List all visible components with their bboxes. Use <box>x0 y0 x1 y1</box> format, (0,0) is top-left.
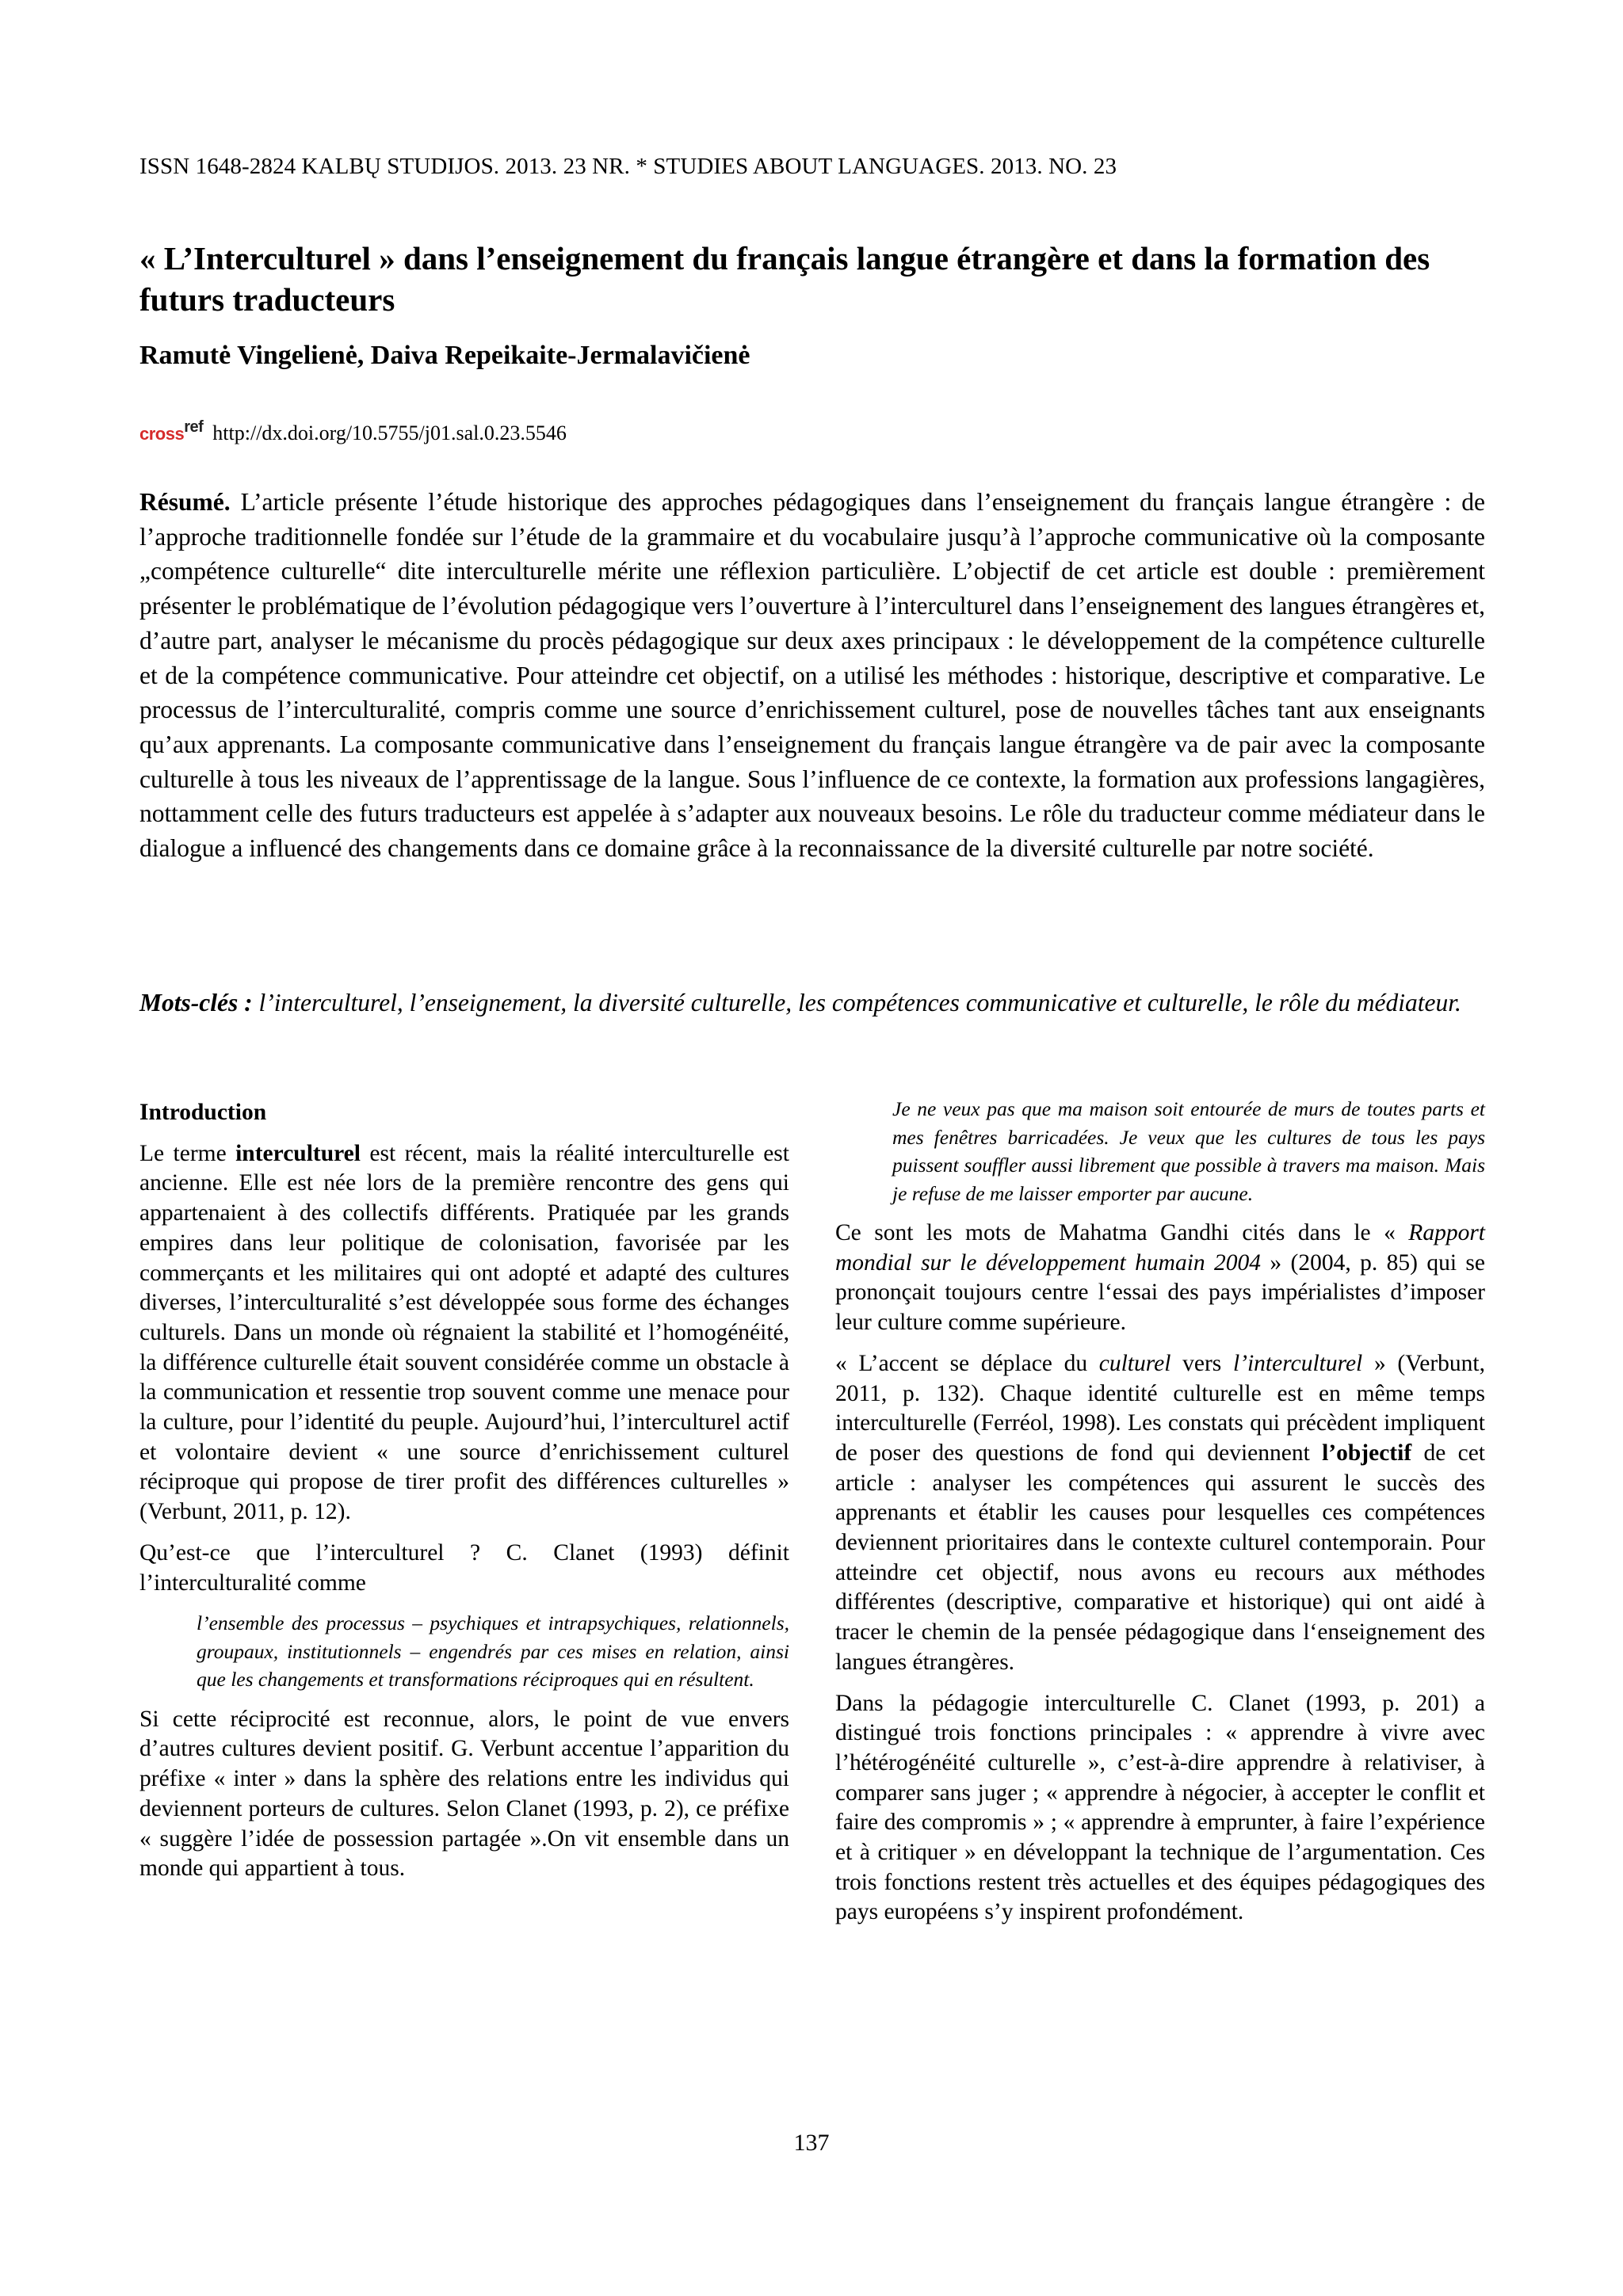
right-paragraph-1 <box>835 1219 1485 1338</box>
text-run: est récent, mais la réalité interculturelle est ancienne. Elle est née lors de la première rencontre des gens qui appartenaient à des collectifs différents. Pratiquée par les grands empires dans leur politique de colonisation, favorisée par les commerçants et les militaires qui ont adopté et adapté des cultures diverses, l’interculturalité s’est développée sous forme des échanges culturels. Dans un monde où régnaient la stabilité et l’homogénéité, la différence culturelle était souvent considérée comme un obstacle à la communication et ressentie trop souvent comme une menace pour la culture, pour l’identité du peuple. Aujourd’hui, l’interculturel actif et volontaire devient « une source d’enrichissement culturel réciproque qui propose de tirer profit des différences culturelles » (Verbunt, 2011, p. 12). <box>139 1140 789 1525</box>
keywords <box>139 986 1485 1020</box>
doi-line <box>139 418 567 445</box>
crossref-logo-icon <box>139 418 203 444</box>
right-column <box>835 1095 1485 1928</box>
report-title: Rapport mondial sur le développement humain 2004 <box>835 1220 1485 1276</box>
doi-link[interactable]: http://dx.doi.org/10.5755/j01.sal.0.23.5546 <box>212 421 567 444</box>
abstract <box>139 485 1485 866</box>
right-paragraph-2 <box>835 1349 1485 1678</box>
journal-header: ISSN 1648-2824 KALBŲ STUDIJOS. 2013. 23 NR. * STUDIES ABOUT LANGUAGES. 2013. NO. 23 <box>139 154 1117 179</box>
block-quote-clanet: l’ensemble des processus – psychiques et intrapsychiques, relationnels, groupaux, institutionnels – engendrés par ces mises en relation, ainsi que les changements et transformations réciproques qui en résultent. <box>197 1611 789 1691</box>
abstract-label: Résumé. <box>139 488 231 516</box>
article-title: « L’Interculturel » dans l’enseignement du français langue étrangère et dans la formation des futurs traducteurs <box>139 240 1430 318</box>
left-column <box>139 1098 789 1884</box>
term-interculturel: interculturel <box>235 1140 361 1166</box>
page-number: 137 <box>793 2130 830 2156</box>
text-run: vers <box>1170 1350 1233 1376</box>
text-run: de cet article : analyser les compétences qui assurent le succès des apprenants et établir les causes pour lesquelles ces compétences deviennent prioritaires dans le contexte culturel contemporain. Pour atteindre cet objectif, nous avons eu recours aux méthodes différentes (descriptive, comparative et historique) qui ont aidé à tracer le chemin de la pensée pédagogique dans l‘enseignement des langues étrangères. <box>835 1440 1486 1675</box>
term-linterculturel: l’interculturel <box>1232 1350 1363 1376</box>
right-paragraph-3: Dans la pédagogie interculturelle C. Clanet (1993, p. 201) a distingué trois fonctions principales : « apprendre à vivre avec l’hétérogénéité culturelle », c’est-à-dire apprendre à relativiser, à comparer sans juger ; « apprendre à négocier, à accepter le conflit et faire des compromis » ; « apprendre à emprunter, à faire l’expérience et à critiquer » en développant la technique de l’argumentation. Ces trois fonctions restent très actuelles et des équipes pédagogiques des pays européens s’y inspirent profondément. <box>835 1690 1485 1925</box>
section-heading-introduction: Introduction <box>139 1100 267 1125</box>
crossref-logo-text: cross <box>139 424 185 444</box>
article-authors: Ramutė Vingelienė, Daiva Repeikaite-Jermalavičienė <box>139 341 750 370</box>
block-quote-gandhi: Je ne veux pas que ma maison soit entourée de murs de toutes parts et mes fenêtres barricadées. Je veux que les cultures de tous les pays puissent souffler aussi librement que possible à travers ma maison. Mais je refuse de me laisser emporter par aucune. <box>892 1097 1485 1205</box>
crossref-logo-sup: ref <box>184 418 204 436</box>
keywords-text: l’interculturel, l’enseignement, la diversité culturelle, les compétences communicative et culturelle, le rôle du médiateur. <box>252 989 1461 1016</box>
keywords-label: Mots-clés : <box>139 989 253 1016</box>
intro-paragraph-2: Qu’est-ce que l’interculturel ? C. Clanet (1993) définit l’interculturalité comme <box>139 1539 789 1596</box>
intro-paragraph-1 <box>139 1139 789 1527</box>
text-run: » (Verbunt, 2011, p. 132). Chaque identité culturelle est en même temps interculturelle (Ferréol, 1998). Les constats qui précèdent impliquent de poser des questions de fond qui deviennent <box>835 1350 1485 1466</box>
term-culturel: culturel <box>1098 1350 1171 1376</box>
abstract-text: L’article présente l’étude historique des approches pédagogiques dans l’enseignement du français langue étrangère : de l’approche traditionnelle fondée sur l’étude de la grammaire et du vocabulaire jusqu’à l’approche communicative où la composante „compétence culturelle“ dite interculturelle mérite une réflexion particulière. L’objectif de cet article est double : premièrement présenter le problématique de l’évolution pédagogique vers l’ouverture à l’interculturel dans l’enseignement des langues étrangères et, d’autre part, analyser le mécanisme du procès pédagogique sur deux axes principaux : le développement de la compétence culturelle et de la compétence communicative. Pour atteindre cet objectif, on a utilisé les méthodes : historique, descriptive et comparative. Le processus de l’interculturalité, compris comme une source d’enrichissement culturel, pose de nouvelles tâches tant aux enseignants qu’aux apprenants. La composante communicative dans l’enseignement du français langue étrangère va de pair avec la composante culturelle à tous les niveaux de l’apprentissage de la langue. Sous l’influence de ce contexte, la formation aux professions langagières, nottamment celle des futurs traducteurs est appelée à s’adapter aux nouveaux besoins. Le rôle du traducteur comme médiateur dans le dialogue a influencé des changements dans ce domaine grâce à la reconnaissance de la diversité culturelle par notre société. <box>139 488 1485 863</box>
term-objectif: l’objectif <box>1322 1440 1412 1466</box>
text-run: » (2004, p. 85) qui se prononçait toujours centre l‘essai des pays impérialistes d’imposer leur culture comme supérieure. <box>835 1249 1485 1336</box>
text-run: Le terme <box>139 1140 236 1166</box>
text-run: Ce sont les mots de Mahatma Gandhi cités dans le « <box>835 1220 1409 1245</box>
intro-paragraph-3: Si cette réciprocité est reconnue, alors, le point de vue envers d’autres cultures devient positif. G. Verbunt accentue l’apparition du préfixe « inter » dans la sphère des relations entre les individus qui deviennent porteurs de cultures. Selon Clanet (1993, p. 2), ce préfixe « suggère l’idée de possession partagée ».On vit ensemble dans un monde qui appartient à tous. <box>139 1706 789 1882</box>
text-run: « L’accent se déplace du <box>835 1350 1099 1376</box>
